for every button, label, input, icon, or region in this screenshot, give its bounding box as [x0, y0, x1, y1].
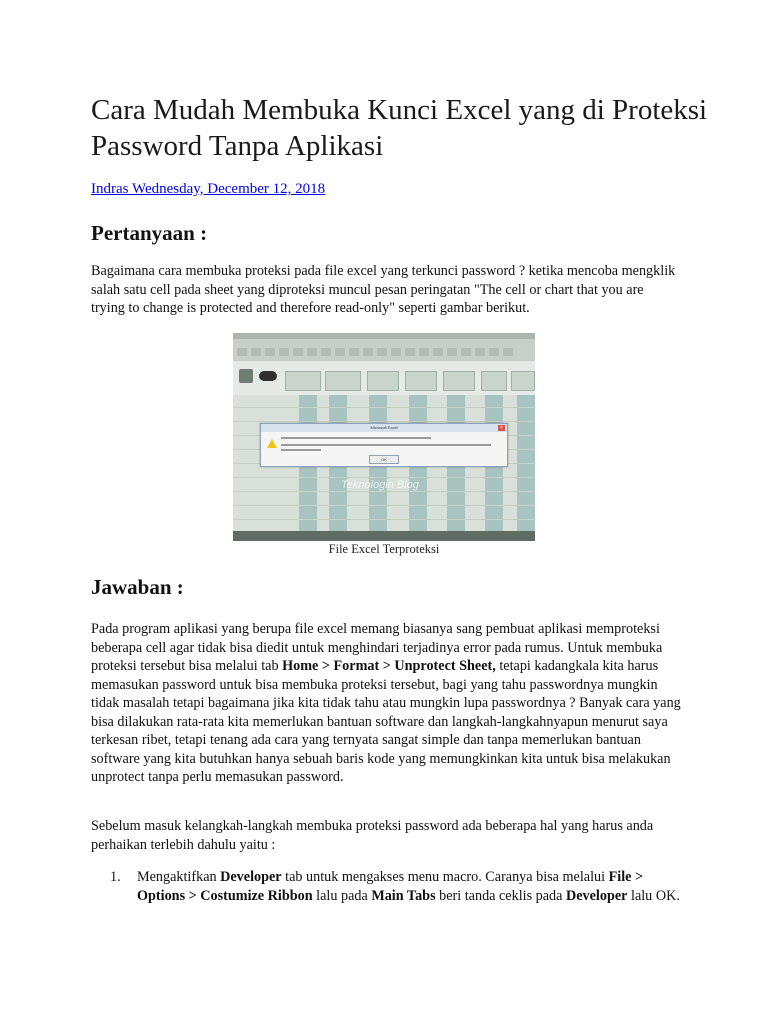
answer-text-2: tetapi kadangkala kita harus memasukan password untuk bisa membuka proteksi tersebut, bagi yang tahu passwordnya mungkin tidak masalah tetapi bagaimana jika kita tidak tahu atau mungkin lupa passwordnya ? Banyak cara yang bisa dilakukan rata-rata kita memerlukan bantuan software dan langkah-langkahnyapun menurut saya terkesan ribet, tetapi tenang ada cara yang ternyata sangat simple dan tanpa memerlukan bantuan software yang kita butuhkan hanya sebuah baris kode yang memungkinkan kita untuk bisa melakukan unprotect tanpa perlu memasukan password. [91, 658, 681, 785]
warning-icon [267, 439, 277, 448]
post-date: Wednesday, December 12, 2018 [131, 181, 326, 197]
sheet-logo-icon [239, 369, 253, 383]
watermark: Teknologin Blog [341, 479, 419, 491]
close-icon: × [498, 425, 505, 431]
step-text: lalu OK. [627, 887, 680, 904]
step-bold-developer: Developer [220, 869, 282, 885]
excel-ribbon [233, 333, 535, 361]
step-number: 1. [110, 869, 121, 885]
steps-list [91, 868, 681, 905]
question-paragraph: Bagaimana cara membuka proteksi pada file excel yang terkunci password ? ketika mencoba mengklik salah satu cell pada sheet yang diproteksi muncul pesan peringatan "The cell or chart that you are trying to change is protected and therefore read-only" seperti gambar berikut. [91, 263, 676, 316]
prerequisite-paragraph: Sebelum masuk kelangkah-langkah membuka proteksi password ada beberapa hal yang harus anda perhaikan terlebih dahulu yaitu : [91, 818, 654, 853]
figure-caption: File Excel Terproteksi [328, 542, 440, 556]
answer-paragraph [91, 620, 681, 787]
dialog-ok-button: OK [369, 455, 399, 464]
ribbon-toolbar [237, 343, 531, 357]
question-heading: Pertanyaan : [91, 221, 208, 245]
step-bold-developer-2: Developer [565, 887, 628, 904]
step-text: Mengaktifkan [137, 869, 221, 885]
step-text: tab untuk mengakses menu macro. Caranya bisa melalui [281, 869, 609, 885]
step-bold-options-path: File > Options > Costumize Ribbon [137, 869, 644, 904]
unprotect-path: Home > Format > Unprotect Sheet, [282, 658, 496, 674]
step-bold-main-tabs: Main Tabs [371, 887, 436, 904]
taskbar [233, 531, 535, 541]
byline-link[interactable] [91, 181, 325, 198]
author-name: Indras [91, 181, 129, 197]
answer-text-1: Pada program aplikasi yang berupa file excel memang biasanya sang pembuat aplikasi memproteksi beberapa cell agar tidak bisa diedit untuk menghindari terjadinya error pada rumus. Untuk membuka proteksi tersebut bisa melalui tab [91, 621, 663, 674]
answer-heading: Jawaban : [91, 575, 184, 599]
article-title: Cara Mudah Membuka Kunci Excel yang di Proteksi Password Tanpa Aplikasi [91, 94, 708, 162]
excel-screenshot-figure [233, 333, 535, 541]
sheet-header-banner [233, 361, 535, 395]
dialog-title: Microsoft Excel [261, 424, 507, 432]
protection-warning-dialog [260, 423, 508, 467]
list-item [91, 868, 681, 905]
step-text: lalu pada [312, 887, 372, 904]
step-text: beri tanda ceklis pada [435, 887, 566, 904]
sheet-emblem-icon [259, 371, 277, 381]
